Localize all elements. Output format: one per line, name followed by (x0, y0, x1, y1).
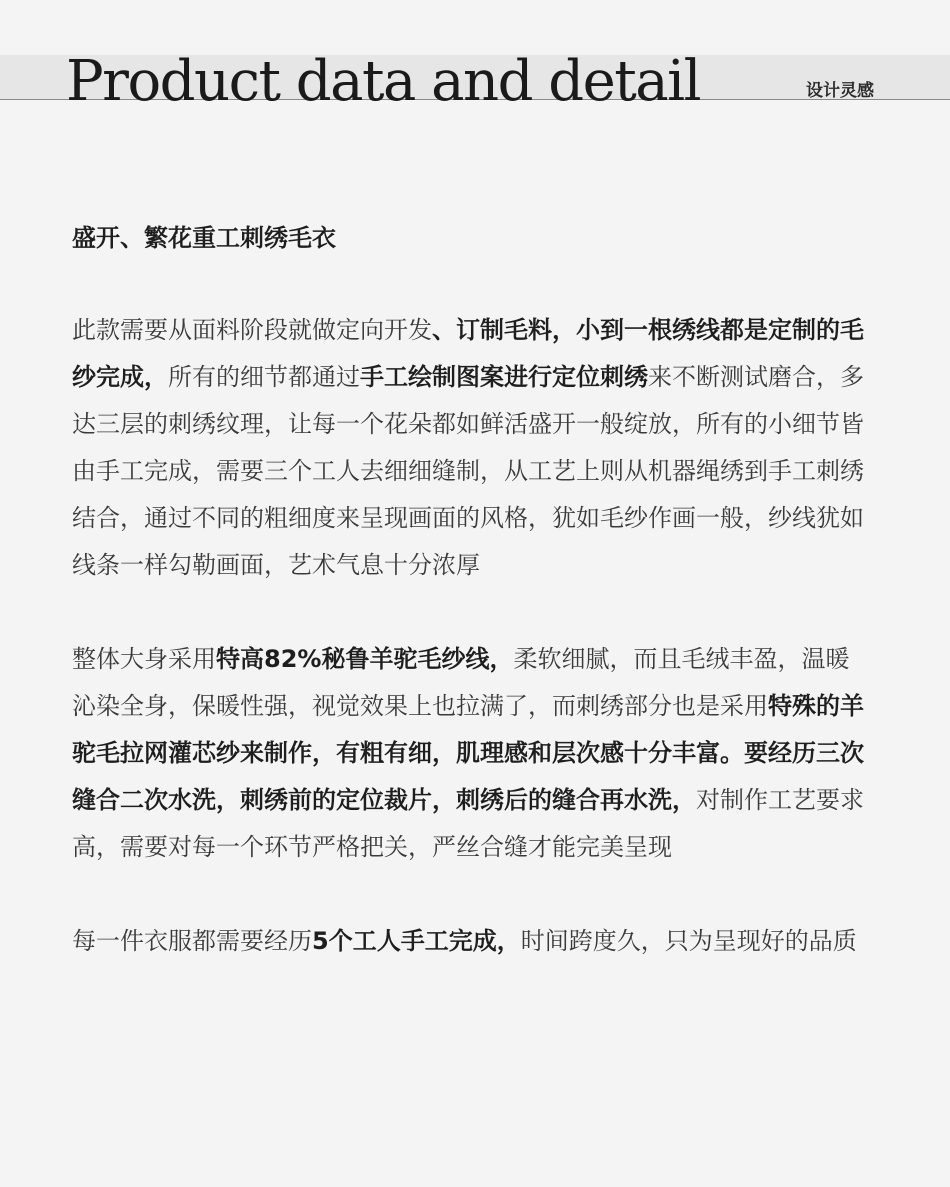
emphasis-run: 5个工人手工完成， (312, 927, 521, 955)
text-run: 来不断测试磨合，多达三层的刺绣纹理，让每一个花朵都如鲜活盛开一般绽放，所有的小细节皆由手工完成，需要三个工人去细细缝制，从工艺上则从机器绳绣到手工刺绣结合，通过不同的粗细度来呈现画面的风格，犹如毛纱作画一般，纱线犹如线条一样勾勒画面，艺术气息十分浓厚 (72, 363, 864, 579)
emphasis-run: 手工绘制图案进行定位刺绣 (360, 363, 648, 391)
page-title: Product data and detail (66, 49, 700, 114)
article-heading: 盛开、繁花重工刺绣毛衣 (72, 224, 336, 252)
text-run: 柔软细腻，而且毛绒丰盈，温暖沁染全身，保暖性强，视觉效果上也拉满了，而刺绣部分也是采用 (72, 645, 850, 720)
emphasis-run: 特殊的羊驼毛拉网灌芯纱来制作，有粗有细，肌理感和层次感十分丰富。要经历三次缝合二次水洗，刺绣前的定位裁片，刺绣后的缝合再水洗， (72, 692, 864, 814)
paragraph-material (72, 636, 872, 871)
text-run: 整体大身采用 (72, 645, 216, 673)
emphasis-run: 特高82%秘鲁羊驼毛纱线， (216, 645, 514, 673)
paragraph-fabric (72, 307, 872, 589)
text-run: 对制作工艺要求高，需要对每一个环节严格把关，严丝合缝才能完美呈现 (72, 786, 864, 861)
text-run: 所有的细节都通过 (168, 363, 360, 391)
section-tag: 设计灵感 (806, 81, 874, 101)
emphasis-run: 、订制毛料，小到一根绣线都是定制的毛纱完成， (72, 316, 864, 391)
text-run: 时间跨度久，只为呈现好的品质 (520, 927, 857, 955)
text-run: 此款需要从面料阶段就做定向开发 (72, 316, 432, 344)
article-body (72, 215, 872, 1012)
text-run: 每一件衣服都需要经历 (72, 927, 312, 955)
paragraph-craft (72, 918, 872, 965)
